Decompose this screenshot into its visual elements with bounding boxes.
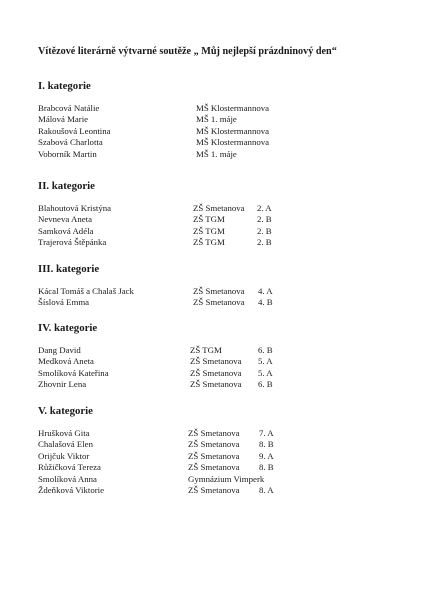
winner-name: Trajerová Štěpánka <box>38 237 107 248</box>
winner-class: 4. B <box>258 297 273 308</box>
list-item <box>38 286 273 297</box>
winner-school: ZŠ Smetanova <box>193 286 245 296</box>
winner-school: ZŠ Smetanova <box>188 462 240 473</box>
document-title: Vítězové literárně výtvarné soutěže „ Můj nejlepší prázdninový den“ <box>38 46 337 57</box>
list-item <box>38 379 273 390</box>
list-item <box>38 114 237 125</box>
winner-name: Nevneva Aneta <box>38 214 92 225</box>
winner-name: Samková Adéla <box>38 225 94 236</box>
winner-school: ZŠ Smetanova <box>190 367 242 378</box>
winner-class: 2. B <box>257 225 272 236</box>
winner-class: 7. A <box>259 428 274 438</box>
winner-class: 8. A <box>259 484 274 495</box>
section-heading: V. kategorie <box>38 405 93 417</box>
winner-name: Smolíková Anna <box>38 473 97 484</box>
section-category-1 <box>38 80 270 160</box>
winner-school: ZŠ TGM <box>190 345 222 355</box>
winner-class: 5. A <box>258 356 273 367</box>
winner-name: Brabcová Natálie <box>38 103 100 113</box>
list-item <box>38 297 273 308</box>
list-item <box>38 237 272 248</box>
winner-school: ZŠ Smetanova <box>188 484 240 495</box>
winner-class: 8. B <box>259 439 274 450</box>
section-category-2 <box>38 180 272 249</box>
winner-name: Růžičková Tereza <box>38 462 101 473</box>
list-item <box>38 137 270 148</box>
list-item <box>38 203 272 214</box>
section-heading: IV. kategorie <box>38 322 98 334</box>
winner-school: ZŠ Smetanova <box>193 297 245 308</box>
list-item <box>38 428 274 439</box>
winner-name: Chalašová Elen <box>38 439 93 450</box>
winner-name: Medková Aneta <box>38 356 94 367</box>
list-item <box>38 473 265 485</box>
list-item <box>38 462 274 473</box>
winner-name: Ždeňková Viktorie <box>38 484 105 495</box>
winner-name: Smolíková Kateřina <box>38 367 109 378</box>
list-item <box>38 345 273 356</box>
winner-school: MŠ Klostermannova <box>196 137 270 148</box>
winner-name: Kácal Tomáš a Chalaš Jack <box>38 286 134 296</box>
section-heading: II. kategorie <box>38 180 95 192</box>
winner-name: Orijčuk Viktor <box>38 450 90 461</box>
winner-name: Szabová Charlotta <box>38 137 103 148</box>
winner-class: 2. B <box>257 214 272 225</box>
list-item <box>38 450 274 462</box>
winner-school: MŠ 1. máje <box>196 148 237 159</box>
winner-school: MŠ Klostermannova <box>196 125 270 136</box>
winner-class: 2. A <box>257 203 272 213</box>
list-item <box>38 148 237 160</box>
section-heading: III. kategorie <box>38 263 100 275</box>
winner-school: ZŠ TGM <box>193 225 225 236</box>
winner-name: Zhovnir Lena <box>38 379 87 390</box>
winner-class: 6. B <box>258 345 273 355</box>
winner-class: 9. A <box>259 450 274 461</box>
winner-class: 2. B <box>257 237 272 248</box>
list-item <box>38 103 270 114</box>
list-item <box>38 214 272 225</box>
winner-school: MŠ Klostermannova <box>196 103 270 113</box>
list-item <box>38 225 272 237</box>
winner-school: Gymnázium Vimperk <box>188 473 265 484</box>
winner-school: MŠ 1. máje <box>196 114 237 125</box>
section-category-5 <box>38 405 274 496</box>
winner-school: ZŠ Smetanova <box>188 428 240 438</box>
winner-school: ZŠ Smetanova <box>190 356 242 367</box>
winner-school: ZŠ Smetanova <box>188 439 240 450</box>
winner-class: 8. B <box>259 462 274 473</box>
winner-name: Málová Marie <box>38 114 89 125</box>
list-item <box>38 439 274 450</box>
winner-school: ZŠ Smetanova <box>188 450 240 461</box>
winner-name: Dang David <box>38 345 81 355</box>
list-item <box>38 484 274 496</box>
list-item <box>38 367 273 379</box>
winner-school: ZŠ Smetanova <box>190 379 242 390</box>
section-heading: I. kategorie <box>38 80 91 92</box>
section-category-4 <box>38 322 273 391</box>
winner-class: 6. B <box>258 379 273 390</box>
winner-school: ZŠ TGM <box>193 237 225 248</box>
section-category-3 <box>38 263 273 309</box>
winner-name: Hrušková Gita <box>38 428 90 438</box>
winner-school: ZŠ TGM <box>193 214 225 225</box>
winner-name: Šíslová Emma <box>38 297 90 308</box>
winner-class: 4. A <box>258 286 273 296</box>
winner-name: Blahoutová Kristýna <box>38 203 112 213</box>
winner-school: ZŠ Smetanova <box>193 203 245 213</box>
list-item <box>38 356 273 367</box>
winner-name: Voborník Martin <box>38 148 97 159</box>
winner-class: 5. A <box>258 367 273 378</box>
winner-name: Rakoušová Leontina <box>38 125 111 136</box>
list-item <box>38 125 270 137</box>
